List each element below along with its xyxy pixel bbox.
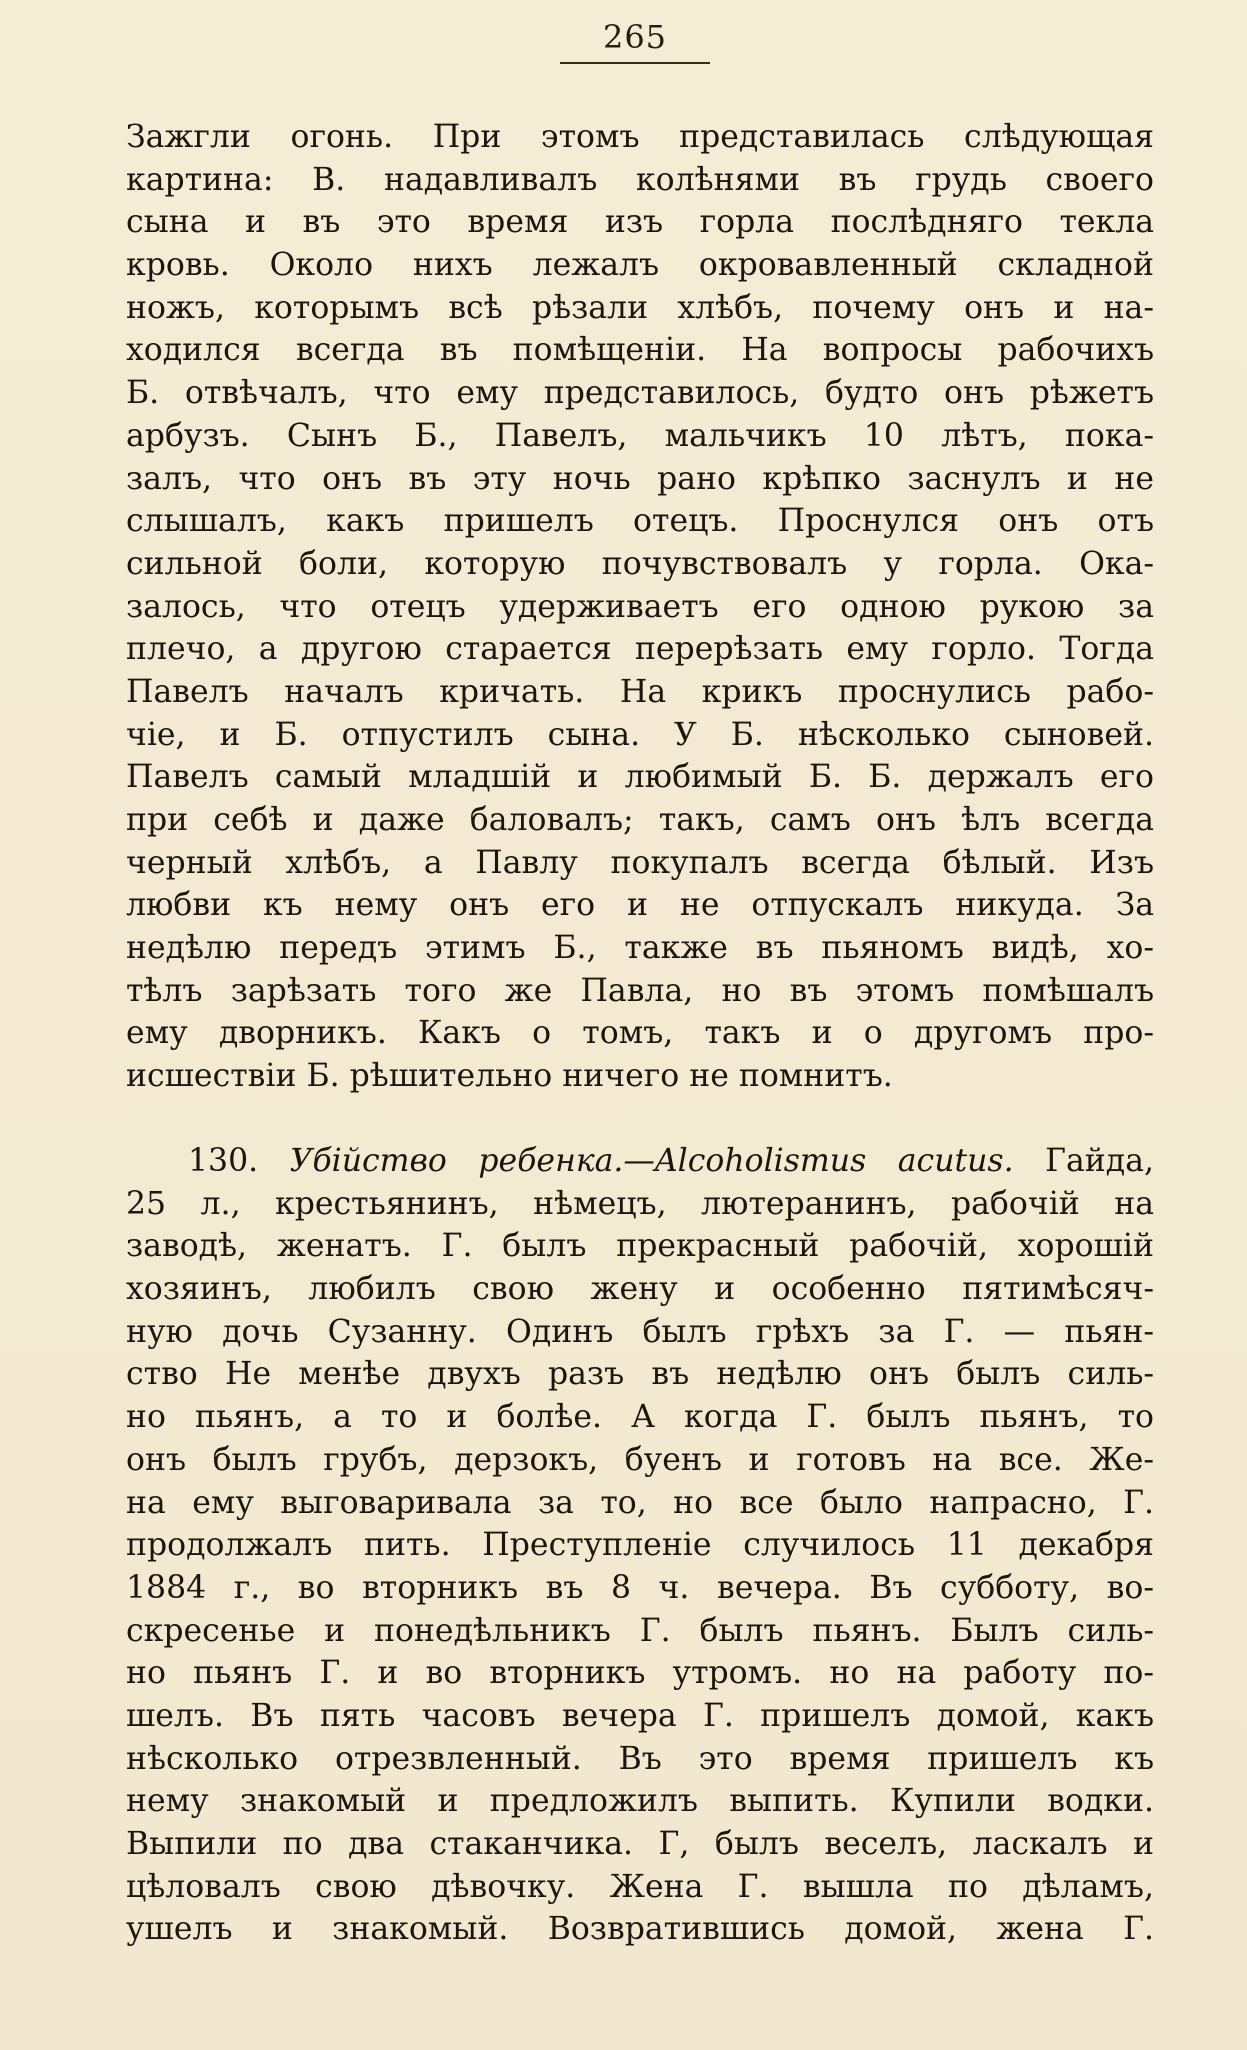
text-line: Зажгли огонь. При этомъ представилась слѣдующая [126, 119, 1154, 155]
case-number: 130. [188, 1143, 259, 1179]
text-line: но пьянъ Г. и во вторникъ утромъ. но на работу по- [126, 1655, 1154, 1692]
page-number-rule [560, 62, 710, 64]
case-heading-line [126, 1140, 1154, 1183]
text-line: недѣлю передъ этимъ Б., также въ пьяномъ видѣ, хо- [126, 930, 1154, 967]
text-line: Павелъ самый младшiй и любимый Б. Б. держалъ его [126, 759, 1154, 796]
text-line: цѣловалъ свою дѣвочку. Жена Г. вышла по дѣламъ, [126, 1868, 1154, 1905]
text-line: плечо, а другою старается перерѣзать ему горло. Тогда [126, 631, 1154, 668]
text-line: скресенье и понедѣльникъ Г. былъ пьянъ. Былъ силь- [126, 1612, 1154, 1649]
text-line: на ему выговаривала за то, но все было напрасно, Г. [126, 1484, 1154, 1521]
page-number: 265 [602, 18, 668, 56]
text-line: арбузъ. Сынъ Б., Павелъ, мальчикъ 10 лѣтъ, пока- [126, 417, 1154, 454]
text-line: чiе, и Б. отпустилъ сына. У Б. нѣсколько сыновей. [126, 716, 1154, 753]
paragraph-continuation [126, 116, 1154, 1098]
text-line: шелъ. Въ пять часовъ вечера Г. пришелъ домой, какъ [126, 1697, 1154, 1734]
text-line: ную дочь Сузанну. Одинъ былъ грѣхъ за Г. — пьян- [126, 1313, 1154, 1350]
text-line: залъ, что онъ въ эту ночь рано крѣпко заснулъ и не [126, 460, 1154, 497]
text-line: сильной боли, которую почувствовалъ у горла. Ока- [126, 545, 1154, 582]
text-line: продолжалъ пить. Преступленiе случилось 11 декабря [126, 1527, 1154, 1564]
text-line: нему знакомый и предложилъ выпить. Купили водки. [126, 1783, 1154, 1820]
text-line: кровь. Около нихъ лежалъ окровавленный складной [126, 247, 1154, 284]
text-line: ножъ, которымъ всѣ рѣзали хлѣбъ, почему онъ и на- [126, 289, 1154, 326]
text-line: слышалъ, какъ пришелъ отецъ. Проснулся онъ отъ [126, 503, 1154, 540]
text-line: черный хлѣбъ, а Павлу покупалъ всегда бѣлый. Изъ [126, 844, 1154, 881]
text-line: но пьянъ, а то и болѣе. А когда Г. былъ пьянъ, то [126, 1399, 1154, 1436]
text-line: заводѣ, женатъ. Г. былъ прекрасный рабочiй, хорошiй [126, 1228, 1154, 1265]
text-line: онъ былъ грубъ, дерзокъ, буенъ и готовъ на все. Же- [126, 1441, 1154, 1478]
text-line: хозяинъ, любилъ свою жену и особенно пятимѣсяч- [126, 1271, 1154, 1308]
text-line: Павелъ началъ кричать. На крикъ проснулись рабо- [126, 673, 1154, 710]
text-line: картина: В. надавливалъ колѣнями въ грудь своего [126, 161, 1154, 198]
text-line: ушелъ и знакомый. Возвратившись домой, жена Г. [126, 1911, 1154, 1948]
text-line: 1884 г., во вторникъ въ 8 ч. вечера. Въ субботу, во- [126, 1569, 1154, 1606]
case-title: Убійство ребенка.—Alcoholismus acutus. [289, 1143, 1014, 1179]
text-line: сына и въ это время изъ горла послѣдняго текла [126, 204, 1154, 241]
text-line: ходился всегда въ помѣщенiи. На вопросы рабочихъ [126, 332, 1154, 369]
text-line: Б. отвѣчалъ, что ему представилось, будто онъ рѣжетъ [126, 375, 1154, 412]
text-line: тѣлъ зарѣзать того же Павла, но въ этомъ помѣшалъ [126, 972, 1154, 1009]
case-130-paragraph [126, 1140, 1154, 1951]
text-line: залось, что отецъ удерживаетъ его одною рукою за [126, 588, 1154, 625]
text-line: ему дворникъ. Какъ о томъ, такъ и о другомъ про- [126, 1015, 1154, 1052]
case-heading-rest: Гайда, [1045, 1143, 1154, 1179]
text-line: нѣсколько отрезвленный. Въ это время пришелъ къ [126, 1740, 1154, 1777]
text-line: исшествiи Б. рѣшительно ничего не помнитъ. [126, 1058, 893, 1095]
text-line: ство Не менѣе двухъ разъ въ недѣлю онъ былъ силь- [126, 1356, 1154, 1393]
text-line: любви къ нему онъ его и не отпускалъ никуда. За [126, 887, 1154, 924]
text-line: 25 л., крестьянинъ, нѣмецъ, лютеранинъ, рабочiй на [126, 1185, 1154, 1222]
text-line: Выпили по два стаканчика. Г, былъ веселъ, ласкалъ и [126, 1826, 1154, 1862]
text-line: при себѣ и даже баловалъ; такъ, самъ онъ ѣлъ всегда [126, 802, 1154, 838]
